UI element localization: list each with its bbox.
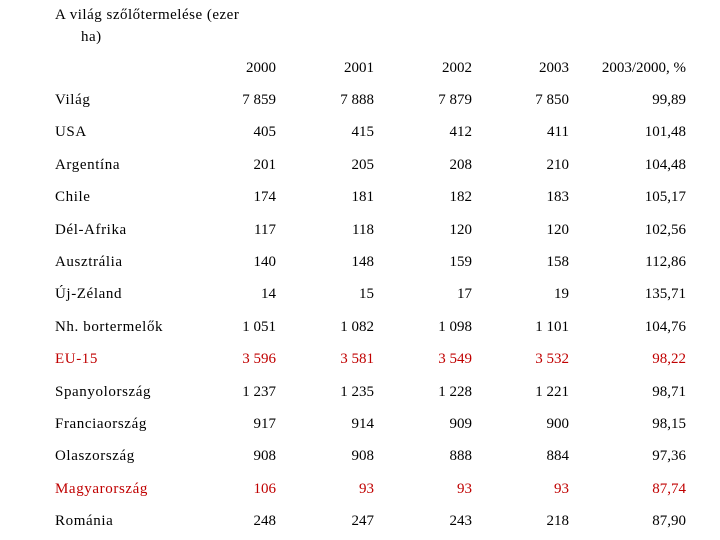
row-label: Románia [55, 513, 114, 530]
table-cell: 97,36 [652, 448, 686, 465]
table-row [0, 120, 720, 144]
table-cell: 900 [546, 416, 569, 432]
table-cell: 405 [253, 124, 276, 141]
table-cell: 3 532 [535, 351, 569, 368]
table-cell: 183 [546, 189, 569, 206]
column-header: 2001 [344, 60, 374, 76]
table-cell: 98,22 [652, 351, 686, 368]
table-row [0, 412, 720, 436]
table-row [0, 380, 720, 404]
table-cell: 205 [351, 156, 374, 173]
table-cell: 14 [261, 286, 276, 303]
table-cell: 148 [351, 254, 374, 270]
table-cell: 105,17 [644, 189, 686, 206]
table-cell: 1 082 [340, 318, 374, 335]
table-cell: 118 [352, 221, 374, 238]
table-cell: 1 235 [340, 383, 374, 400]
table-cell: 93 [359, 480, 374, 497]
table-cell: 415 [351, 124, 374, 141]
column-header: 2002 [442, 60, 472, 76]
table-cell: 3 549 [438, 351, 472, 368]
table-cell: 1 221 [535, 383, 569, 400]
table-cell: 1 101 [535, 318, 569, 335]
table-cell: 412 [449, 124, 472, 141]
table-row [0, 315, 720, 339]
table-cell: 93 [457, 480, 472, 497]
table-cell: 917 [253, 416, 276, 432]
table-cell: 210 [546, 156, 569, 173]
table-row [0, 218, 720, 242]
table-cell: 7 859 [242, 92, 276, 108]
row-label: Nh. bortermelők [55, 318, 164, 335]
table-row [0, 250, 720, 274]
table-cell: 3 596 [242, 351, 276, 368]
row-label: Magyarország [55, 480, 148, 497]
table-cell: 135,71 [644, 286, 686, 303]
table-cell: 104,48 [644, 156, 686, 173]
table-row [0, 509, 720, 533]
table-cell: 87,74 [652, 480, 686, 497]
table-cell: 884 [546, 448, 569, 465]
row-label: Ausztrália [55, 254, 123, 270]
table-cell: 106 [253, 480, 276, 497]
table-cell: 98,71 [652, 383, 686, 400]
table-cell: 19 [554, 286, 569, 303]
table-cell: 218 [546, 513, 569, 530]
table-cell: 247 [351, 513, 374, 530]
table-cell: 248 [253, 513, 276, 530]
table-cell: 908 [253, 448, 276, 465]
row-label: USA [55, 124, 87, 141]
row-label: Világ [55, 92, 91, 108]
table-row [0, 282, 720, 306]
row-label: Spanyolország [55, 383, 152, 400]
table-cell: 159 [449, 254, 472, 270]
table-cell: 99,89 [652, 92, 686, 108]
table-title-line1: A világ szőlőtermelése (ezer [55, 7, 240, 23]
column-header: 2000 [246, 60, 276, 76]
table-cell: 93 [554, 480, 569, 497]
table-row [0, 88, 720, 112]
table-cell: 7 850 [535, 92, 569, 108]
row-label: Olaszország [55, 448, 135, 465]
table-cell: 1 098 [438, 318, 472, 335]
table-cell: 15 [359, 286, 374, 303]
table-cell: 201 [253, 156, 276, 173]
table-title-line2: ha) [81, 29, 102, 45]
table-cell: 411 [547, 124, 569, 141]
table-cell: 888 [449, 448, 472, 465]
table-cell: 117 [254, 221, 276, 238]
row-label: Chile [55, 189, 91, 206]
table-cell: 181 [351, 189, 374, 206]
column-header: 2003 [539, 60, 569, 76]
table-cell: 243 [449, 513, 472, 530]
table-cell: 1 051 [242, 318, 276, 335]
table-cell: 1 228 [438, 383, 472, 400]
table-cell: 120 [546, 221, 569, 238]
table-row [0, 153, 720, 177]
table-cell: 174 [253, 189, 276, 206]
table-header-row [0, 56, 720, 80]
table-cell: 182 [449, 189, 472, 206]
table-cell: 158 [546, 254, 569, 270]
row-label: EU-15 [55, 351, 98, 368]
table-cell: 98,15 [652, 416, 686, 432]
table-cell: 208 [449, 156, 472, 173]
column-header: 2003/2000, % [601, 60, 686, 76]
table-cell: 7 888 [340, 92, 374, 108]
row-label: Dél-Afrika [55, 221, 127, 238]
table-row [0, 477, 720, 501]
table-cell: 1 237 [242, 383, 276, 400]
table-cell: 120 [449, 221, 472, 238]
table-title [55, 4, 239, 48]
table-cell: 112,86 [645, 254, 686, 270]
table-cell: 87,90 [652, 513, 686, 530]
row-label: Argentína [55, 156, 121, 173]
table-cell: 3 581 [340, 351, 374, 368]
table-row [0, 444, 720, 468]
table-cell: 909 [449, 416, 472, 432]
table-cell: 102,56 [644, 221, 686, 238]
table-cell: 101,48 [644, 124, 686, 141]
table-cell: 104,76 [644, 318, 686, 335]
table-row [0, 347, 720, 371]
table-cell: 7 879 [438, 92, 472, 108]
table-cell: 908 [351, 448, 374, 465]
table-row [0, 185, 720, 209]
table-cell: 17 [457, 286, 472, 303]
row-label: Új-Zéland [55, 286, 123, 303]
table-cell: 914 [351, 416, 374, 432]
row-label: Franciaország [55, 416, 147, 432]
table-cell: 140 [253, 254, 276, 270]
